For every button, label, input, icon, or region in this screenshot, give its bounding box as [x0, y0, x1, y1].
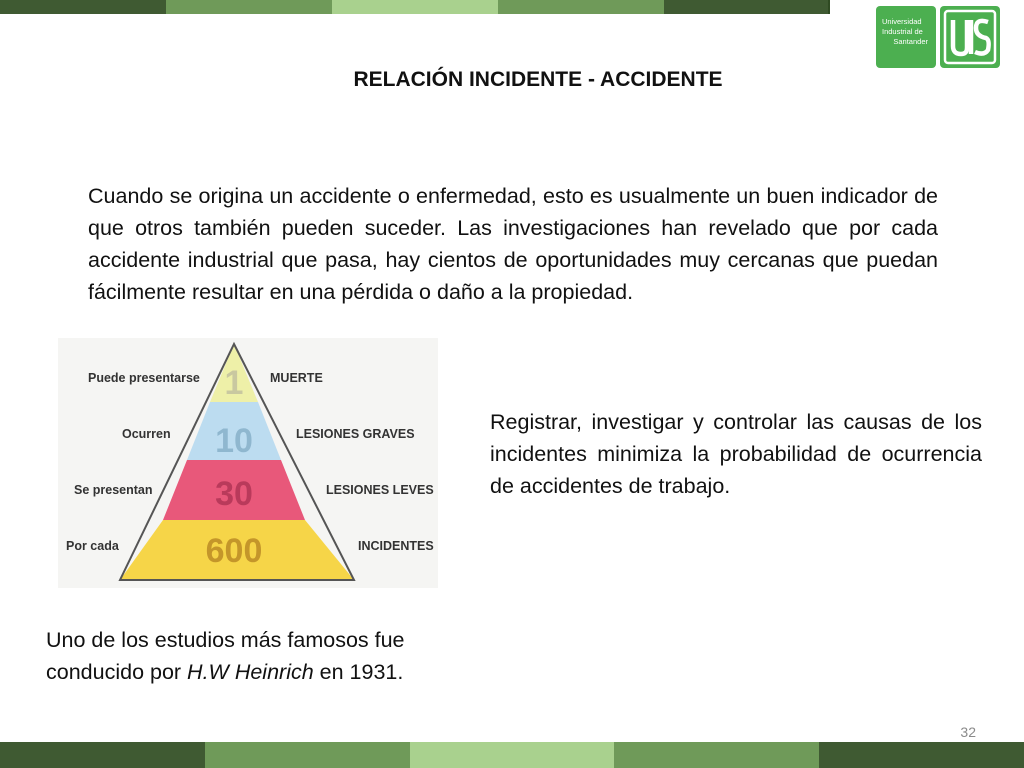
logo-line-3: Santander	[893, 37, 928, 46]
logo-line-2: Industrial de	[882, 27, 923, 36]
bottom-color-bar	[0, 742, 1024, 768]
pyramid-left-label-2: Ocurren	[122, 427, 171, 441]
intro-paragraph: Cuando se origina un accidente o enfermedad, esto es usualmente un buen indicador de que otros también pueden suceder. Las investigaciones han revelado que por cada accidente industrial que pasa, hay cientos de oportunidades muy cercanas que puedan fácilmente resultar en una pérdida o daño a la propiedad.	[88, 184, 938, 304]
bottom-paragraph	[46, 624, 506, 688]
heinrich-pyramid	[58, 338, 438, 588]
bottom-paragraph-author: H.W Heinrich	[187, 660, 314, 684]
pyramid-left-label-1: Puede presentarse	[88, 371, 200, 385]
logo-line-1: Universidad	[882, 17, 922, 26]
slide-title: RELACIÓN INCIDENTE - ACCIDENTE	[353, 68, 723, 91]
bottom-paragraph-part-1: Uno de los estudios más famosos fue conducido por	[46, 628, 405, 684]
pyramid-right-label-2: LESIONES GRAVES	[296, 427, 415, 441]
pyramid-graphic	[58, 338, 438, 588]
pyramid-number-2: 10	[215, 422, 253, 460]
top-color-bar	[0, 0, 830, 14]
university-logo-text	[876, 6, 936, 68]
top-bar-divider	[828, 0, 830, 14]
pyramid-left-label-3: Se presentan	[74, 483, 153, 497]
pyramid-right-label-3: LESIONES LEVES	[326, 483, 434, 497]
pyramid-number-3: 30	[215, 475, 253, 513]
pyramid-right-label-4: INCIDENTES	[358, 539, 434, 553]
pyramid-number-4: 600	[205, 532, 263, 570]
page-number: 32	[960, 724, 976, 740]
uis-logo-icon	[940, 6, 1000, 68]
pyramid-number-1: 1	[224, 364, 244, 402]
bottom-paragraph-part-2: en 1931.	[313, 660, 404, 684]
pyramid-right-label-1: MUERTE	[270, 371, 323, 385]
right-paragraph: Registrar, investigar y controlar las causas de los incidentes minimiza la probabilidad de ocurrencia de accidentes de trabajo.	[490, 410, 982, 498]
pyramid-left-label-4: Por cada	[66, 539, 119, 553]
